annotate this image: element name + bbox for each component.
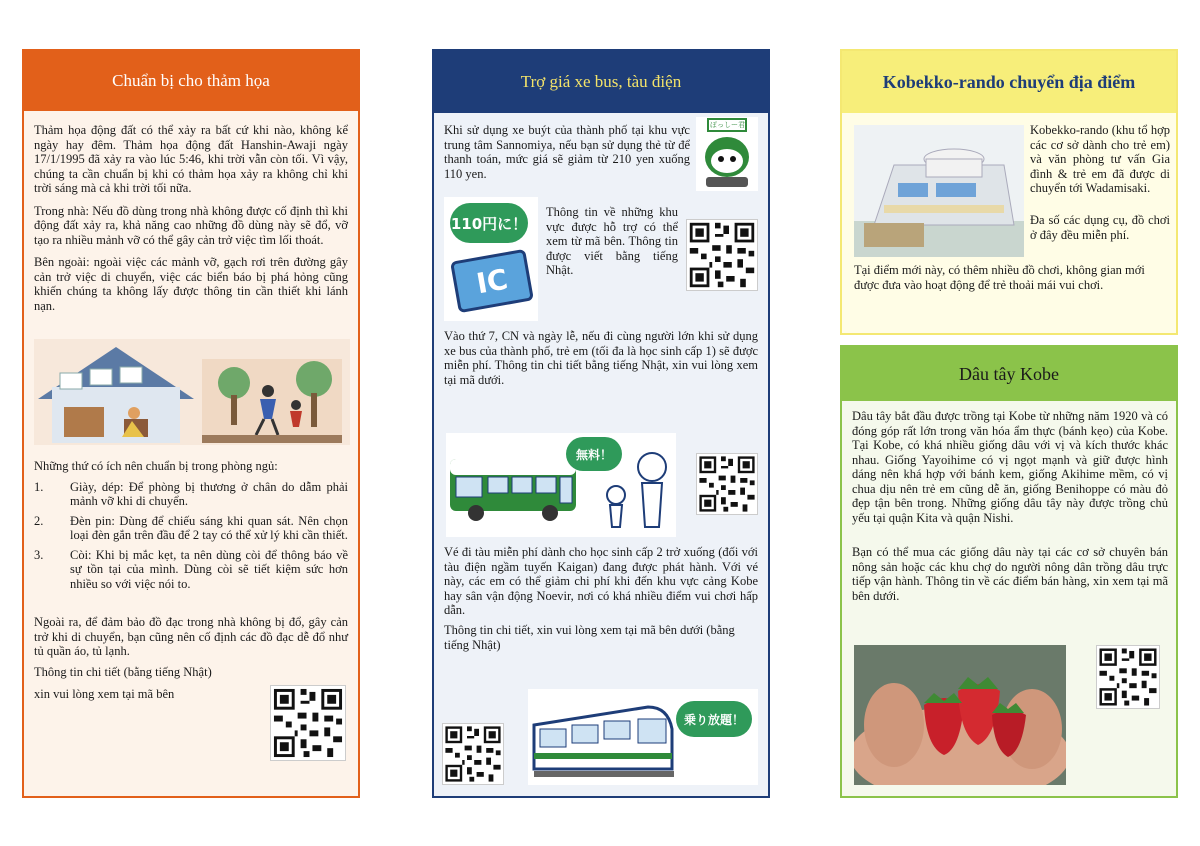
transit-area-info: Thông tin về những khu vực được hỗ trợ có thể xem từ mã bên. Thông tin được viết bằng tiếng Nhật.: [546, 205, 678, 277]
strawberry-buy: Bạn có thể mua các giống dâu này tại các cơ sở chuyên bán nông sản hoặc các khu chợ do người nông dân trồng dâu trực tiếp vận hành. Thông tin về các điểm bán hàng, xin xem tại mã bên dưới.: [852, 545, 1168, 603]
kobekko-panel: [840, 49, 1178, 335]
transit-child-free: Vào thứ 7, CN và ngày lễ, nếu đi cùng người lớn khi sử dụng xe bus của thành phố, trẻ em (tối đa là học sinh cấp 1) sẽ được miễn phí. Thông tin chi tiết bằng tiếng Nhật, xin vui lòng xem tại mã dưới.: [444, 329, 758, 387]
list-item: 3. Còi: Khi bị mắc kẹt, ta nên dùng còi để thông báo về sự tồn tại của mình. Dùng còi sẽ tiết kiệm sức hơn nhiều so với việc nói to.: [34, 547, 348, 591]
disaster-outdoor: Bên ngoài: ngoài việc các mảnh vỡ, gạch rơi trên đường gây cản trở việc di chuyển, việc các biển báo bị phá hỏng cũng khiến chúng ta không lấy được thông tin cần thiết khi lánh nạn.: [34, 255, 348, 313]
kobekko-new: Tại điểm mới này, có thêm nhiều đồ chơi, không gian mới được đưa vào hoạt động để trẻ thoải mái vui chơi.: [854, 263, 1145, 292]
ic-card: IC: [450, 249, 534, 313]
list-item: 1. Giày, dép: Để phòng bị thương ở chân do dẫm phải mảnh vỡ khi di chuyển.: [34, 479, 348, 508]
transit-train-ticket: Vé đi tàu miễn phí dành cho học sinh cấp 2 trở xuống (đối với tàu điện ngầm tuyến Kaigan) đang được phát hành. Với vé này, các em có thể giảm chi phí khi đến khu vực cảng Kobe hay sân vận động Noevir, nơi có khá nhiều điểm vui chơi hấp dẫn.: [444, 545, 758, 617]
disaster-intro: Thảm họa động đất có thể xảy ra bất cứ khi nào, không kể ngày hay đêm. Thảm họa động đất Hanshin-Awaji ngày 17/1/1995 đã xảy ra vào lúc 5:46, khi trời vẫn còn tối. Vì vậy, chúng ta cần chuẩn bị khi có thảm họa xảy ra không chỉ khi trời sáng mà cả khi trời tối nữa.: [34, 123, 348, 195]
transit-panel: [432, 49, 770, 798]
kobekko-building-photo: [854, 125, 1024, 257]
strawberry-qr-code[interactable]: [1096, 645, 1160, 709]
disaster-panel: [22, 49, 360, 798]
transit-train-info: Thông tin chi tiết, xin vui lòng xem tại mã bên dưới (bằng tiếng Nhật): [444, 623, 735, 652]
bedroom-items-list: [34, 480, 348, 592]
list-item: 2. Đèn pin: Dùng để chiếu sáng khi quan sát. Nên chọn loại đèn gắn trên đầu để 2 tay có thể xử lý khi cần thiết.: [34, 513, 348, 542]
disaster-qr-code[interactable]: [270, 685, 346, 761]
discount-badge: 110円に！: [450, 203, 528, 243]
bus-family-illustration: [446, 433, 676, 537]
subway-train-illustration: [528, 689, 758, 785]
strawberry-panel: [840, 345, 1178, 798]
disaster-title: Chuẩn bị cho thảm họa: [24, 51, 358, 111]
disaster-info-line2: xin vui lòng xem tại mã bên: [34, 687, 175, 701]
transit-title: Trợ giá xe bus, tàu điện: [434, 51, 768, 113]
ic-card-illustration: [444, 197, 538, 321]
transit-area-qr-code[interactable]: [686, 219, 758, 291]
disaster-indoor: Trong nhà: Nếu đồ dùng trong nhà không được cố định thì khi động đất xảy ra, khả năng cao những đồ dùng này sẽ đổ, vỡ tạo ra nhiều mảnh vỡ có thể gây cản trở việc tìm lối thoát.: [34, 203, 348, 247]
kobekko-title: Kobekko-rando chuyển địa điểm: [842, 51, 1176, 113]
free-speech-bubble: 無料！: [566, 437, 622, 471]
disaster-furniture: Ngoài ra, để đảm bảo đồ đạc trong nhà không bị đổ, gây cản trở khi di chuyển, bạn cũng nên cố định các đồ đạc dễ đổ như tủ quần áo, tủ lạnh.: [34, 615, 348, 658]
transit-train-qr-code[interactable]: [442, 723, 504, 785]
list-intro: Những thứ có ích nên chuẩn bị trong phòng ngủ:: [34, 459, 278, 473]
kobekko-free: Đa số các dụng cụ, đồ chơi ở đây đều miễn phí.: [1030, 213, 1170, 242]
disaster-info-line1: Thông tin chi tiết (bằng tiếng Nhật): [34, 664, 212, 679]
mascot-illustration: [696, 117, 758, 191]
earthquake-illustration: [34, 339, 350, 445]
transit-child-qr-code[interactable]: [696, 453, 758, 515]
strawberry-photo: [854, 645, 1066, 785]
strawberry-history: Dâu tây bắt đầu được trồng tại Kobe từ những năm 1920 và có đóng góp rất lớn trong văn hóa ẩm thực (bánh kẹo) của Kobe. Tại Kobe, có khá nhiều giống dâu với vị và kích thước khác nhau. Giống Yayoihime có vị ngọt mạnh và giữ được hình dáng nên khá hợp với bánh kem, giống Akihime mềm, có vị chua dịu nên trẻ em cũng dễ ăn, giống Benihoppe có màu đỏ đẹp tận bên trong. Những giống dâu tây này được trồng chủ yếu tại quận Kita và quận Nishi.: [852, 409, 1168, 525]
transit-bus-ic: Khi sử dụng xe buýt của thành phố tại khu vực trung tâm Sannomiya, nếu bạn sử dụng thẻ từ để thanh toán, mức giá sẽ giảm từ 210 yen xuống 110 yen.: [444, 123, 690, 181]
ride-speech-bubble: 乗り放題！: [676, 701, 752, 737]
kobekko-move: Kobekko-rando (khu tổ hợp các cơ sở dành cho trẻ em) và văn phòng tư vấn Gia đình & trẻ em đã được di chuyển tới Wadamisaki.: [1030, 123, 1170, 195]
strawberry-title: Dâu tây Kobe: [842, 347, 1176, 401]
mascot-sign: ぽっしー君: [710, 121, 745, 129]
